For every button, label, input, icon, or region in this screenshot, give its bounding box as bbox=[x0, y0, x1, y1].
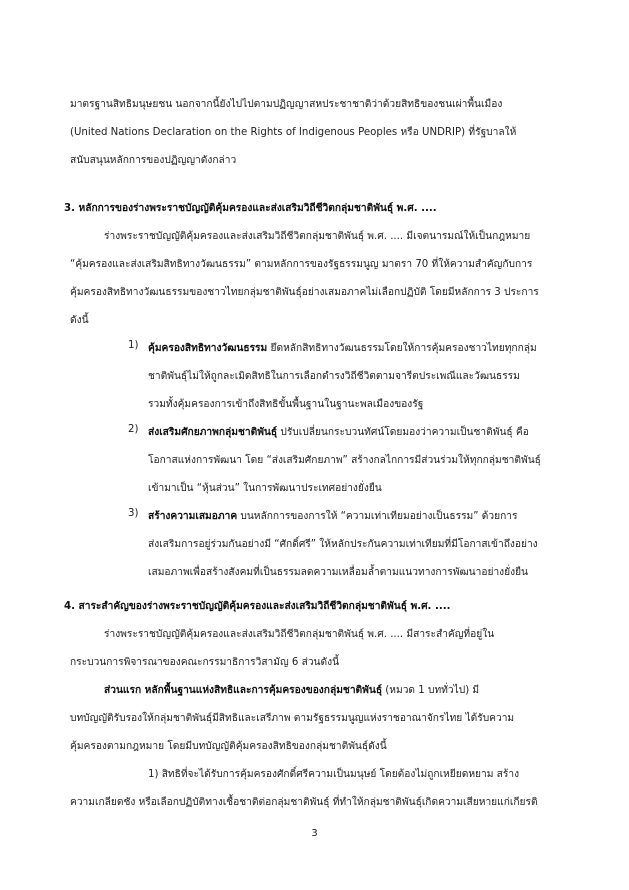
intro-line: มาตรฐานสิทธิมนุษยชน นอกจากนี้ยังไปไปตามปฏิญญาสหประชาชาติว่าด้วยสิทธิของชนเผ่าพื้นเมือง bbox=[70, 99, 503, 110]
list-item-line: รวมทั้งคุ้มครองการเข้าถึงสิทธิขั้นพื้นฐานในฐานะพลเมืองของรัฐ bbox=[148, 399, 424, 410]
intro-line: สนับสนุนหลักการของปฏิญญาดังกล่าว bbox=[70, 155, 237, 166]
list-item-text: บนหลักการของการให้ “ความเท่าเทียมอย่างเป็นธรรม” ด้วยการ bbox=[237, 511, 518, 522]
paragraph-line: บทบัญญัติรับรองให้กลุ่มชาติพันธุ์มีสิทธิและเสรีภาพ ตามรัฐธรรมนูญแห่งราชอาณาจักรไทย ได้รับความ bbox=[70, 713, 515, 724]
list-item-text: ยึดหลักสิทธิทางวัฒนธรรมโดยให้การคุ้มครองชาวไทยทุกกลุ่ม bbox=[267, 343, 537, 354]
paragraph-line: กระบวนการพิจารณาของคณะกรรมาธิการวิสามัญ 6 ส่วนดังนี้ bbox=[70, 657, 340, 668]
paragraph-line: “คุ้มครองและส่งเสริมสิทธิทางวัฒนธรรม” ตามหลักการของรัฐธรรมนูญ มาตรา 70 ที่ให้ความสำคัญกับการ bbox=[70, 259, 533, 270]
list-item-line: ส่งเสริมการอยู่ร่วมกันอย่างมี “ศักดิ์ศรี” ให้หลักประกันความเท่าเทียมที่มีโอกาสเข้าถึงอย่าง bbox=[148, 539, 538, 550]
list-item-text: ปรับเปลี่ยนกระบวนทัศน์โดยมองว่าความเป็นชาติพันธุ์ คือ bbox=[277, 427, 529, 438]
part-one-text: (หมวด 1 บททั่วไป) มี bbox=[382, 685, 480, 696]
list-item-line: เสมอภาพเพื่อสร้างสังคมที่เป็นธรรมลดความเหลื่อมล้ำตามแนวทางการพัฒนาอย่างยั่งยืน bbox=[148, 567, 529, 578]
right-item-line: ความเกลียดชัง หรือเลือกปฏิบัติทางเชื้อชาติต่อกลุ่มชาติพันธุ์ ที่ทำให้กลุ่มชาติพันธุ์เกิดความเสียหายแก่เกียรติ bbox=[70, 797, 538, 808]
paragraph-line: ร่างพระราชบัญญัติคุ้มครองและส่งเสริมวิถีชีวิตกลุ่มชาติพันธุ์ พ.ศ. .... มีสาระสำคัญที่อยู่ใน bbox=[104, 629, 495, 640]
list-item-title: คุ้มครองสิทธิทางวัฒนธรรม bbox=[148, 343, 268, 354]
list-item-line: เข้ามาเป็น “หุ้นส่วน” ในการพัฒนาประเทศอย่างยั่งยืน bbox=[148, 483, 382, 494]
page-number: 3 bbox=[311, 828, 318, 839]
list-number: 1) bbox=[128, 340, 139, 351]
list-item bbox=[148, 340, 537, 356]
paragraph-line: คุ้มครองตามกฎหมาย โดยมีบทบัญญัติคุ้มครองสิทธิของกลุ่มชาติพันธุ์ดังนี้ bbox=[70, 741, 387, 752]
list-item bbox=[148, 508, 517, 524]
part-one-title: ส่วนแรก หลักพื้นฐานแห่งสิทธิและการคุ้มครองของกลุ่มชาติพันธุ์ bbox=[104, 685, 383, 696]
list-number: 2) bbox=[128, 424, 139, 435]
list-item-title: สร้างความเสมอภาค bbox=[148, 511, 238, 522]
paragraph-line: ร่างพระราชบัญญัติคุ้มครองและส่งเสริมวิถีชีวิตกลุ่มชาติพันธุ์ พ.ศ. .... มีเจตนารมณ์ให้เป็นกฎหมาย bbox=[104, 231, 531, 242]
paragraph-line: ดังนี้ bbox=[70, 315, 89, 326]
paragraph-line: คุ้มครองสิทธิทางวัฒนธรรมของชาวไทยกลุ่มชาติพันธุ์อย่างเสมอภาคไม่เลือกปฏิบัติ โดยมีหลักการ 3 ประการ bbox=[70, 287, 539, 298]
list-item-line: โอกาสแห่งการพัฒนา โดย “ส่งเสริมศักยภาพ” สร้างกลไกการมีส่วนร่วมให้ทุกกลุ่มชาติพันธุ์ bbox=[148, 455, 541, 466]
list-item bbox=[148, 424, 529, 440]
section-4-heading: 4. สาระสำคัญของร่างพระราชบัญญัติคุ้มครองและส่งเสริมวิถีชีวิตกลุ่มชาติพันธุ์ พ.ศ. .... bbox=[64, 601, 451, 612]
section-3-heading: 3. หลักการของร่างพระราชบัญญัติคุ้มครองและส่งเสริมวิถีชีวิตกลุ่มชาติพันธุ์ พ.ศ. .... bbox=[64, 203, 437, 214]
part-one bbox=[104, 682, 479, 698]
intro-line: (United Nations Declaration on the Rights of Indigenous Peoples หรือ UNDRIP) ที่รัฐบาลให้ bbox=[70, 127, 517, 138]
list-item-title: ส่งเสริมศักยภาพกลุ่มชาติพันธุ์ bbox=[148, 427, 278, 438]
right-item: 1) สิทธิที่จะได้รับการคุ้มครองศักดิ์ศรีความเป็นมนุษย์ โดยต้องไม่ถูกเหยียดหยาม สร้าง bbox=[148, 769, 520, 780]
list-number: 3) bbox=[128, 508, 139, 519]
list-item-line: ชาติพันธุ์ไม่ให้ถูกละเมิดสิทธิในการเลือกดำรงวิถีชีวิตตามจารีตประเพณีและวัฒนธรรม bbox=[148, 371, 520, 382]
